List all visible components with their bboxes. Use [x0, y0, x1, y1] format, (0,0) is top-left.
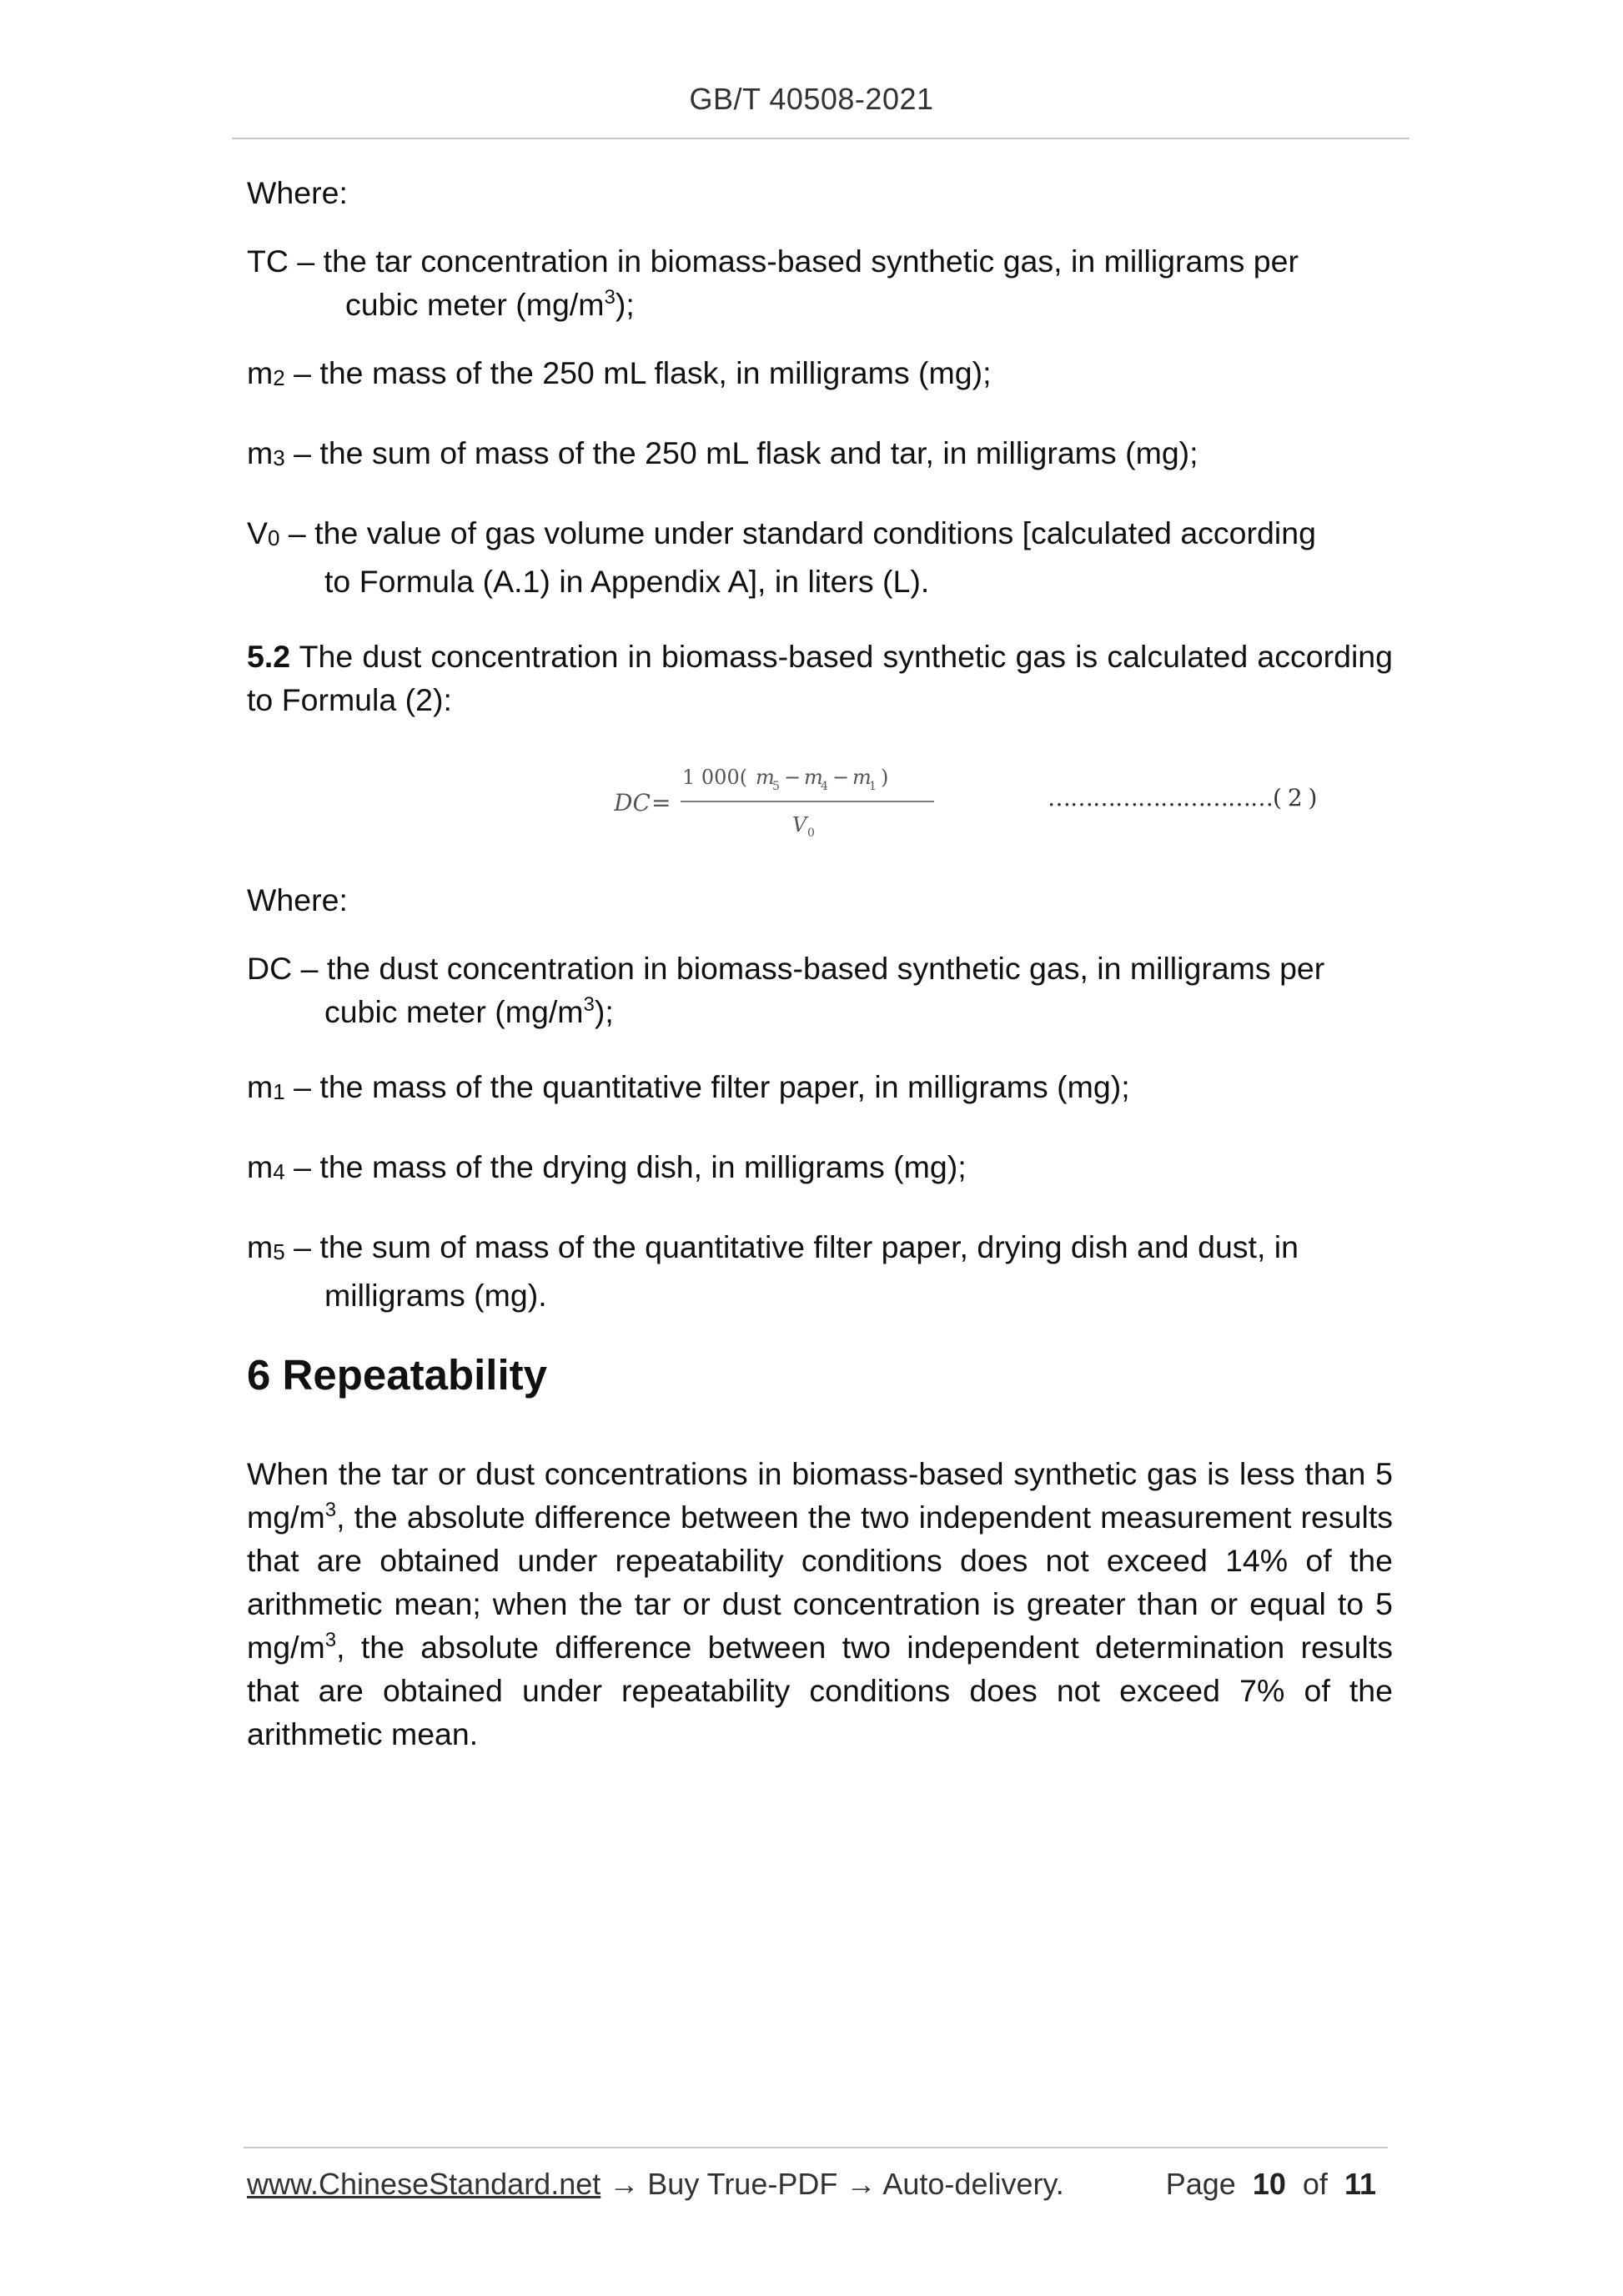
symbol: m [247, 355, 274, 390]
definition-continuation: to Formula (A.1) in Appendix A], in liters (L). [324, 564, 930, 599]
formula-lhs: DC [614, 789, 651, 816]
formula-denominator: V [792, 813, 807, 837]
auto-delivery-text: Auto-delivery. [882, 2167, 1064, 2201]
formula-denominator-sub: 0 [807, 826, 815, 840]
page-label: Page [1165, 2167, 1236, 2201]
definition-dc-unit [247, 990, 1393, 1033]
formula-m5-sub: 5 [772, 780, 780, 793]
document-body [247, 171, 1393, 1756]
definition-text: – the sum of mass of the 250 mL flask and tar, in milligrams (mg); [284, 435, 1198, 470]
where-label-1: Where: [247, 175, 348, 210]
definition-text: – the mass of the quantitative filter paper, in milligrams (mg); [284, 1069, 1130, 1104]
unit-text: cubic meter (mg/m [345, 287, 605, 322]
footer-promo [247, 2167, 1064, 2202]
formula-minus-2: − [832, 766, 850, 789]
definition-dc [247, 947, 1393, 1033]
definition-tc [247, 239, 1393, 326]
symbol: m [247, 435, 274, 470]
definition-continuation: milligrams (mg). [324, 1278, 547, 1313]
symbol: m [247, 1069, 274, 1104]
formula-m4-sub: 4 [821, 780, 828, 793]
definition-v0 [247, 511, 1393, 603]
formula-m1-sub: 1 [869, 780, 877, 793]
page-header-title: GB/T 40508-2021 [689, 82, 934, 116]
definition-m3 [247, 431, 1393, 480]
definition-text: – the value of gas volume under standard conditions [calculated according [279, 515, 1316, 550]
unit-close: ); [594, 994, 614, 1029]
unit-close: ); [615, 287, 635, 322]
section-6-title: 6 Repeatability [247, 1351, 547, 1399]
formula-m4: m [804, 766, 823, 789]
of-label: of [1302, 2167, 1328, 2201]
total-page-number: 11 [1344, 2167, 1376, 2201]
symbol-subscript: 3 [273, 445, 285, 470]
definition-text: – the sum of mass of the quantitative filter paper, drying dish and dust, in [284, 1229, 1299, 1264]
formula-minus-1: − [784, 766, 801, 789]
footer-divider [244, 2147, 1388, 2148]
symbol-subscript: 4 [273, 1159, 285, 1184]
formula-2 [247, 748, 1393, 847]
symbol-subscript: 1 [273, 1079, 285, 1104]
symbol-subscript: 2 [273, 365, 285, 390]
header-divider [232, 138, 1409, 139]
unit-superscript: 3 [604, 286, 616, 309]
formula-tag: ( 2 ) [1273, 784, 1317, 811]
buy-pdf-text: Buy True-PDF [647, 2167, 838, 2201]
symbol: m [247, 1149, 274, 1184]
website-link[interactable]: www.ChineseStandard.net [247, 2167, 601, 2201]
formula-numerator-coef: 1 000( [682, 766, 748, 789]
symbol: m [247, 1229, 274, 1264]
clause-number: 5.2 [247, 639, 291, 674]
formula-m5: m [756, 766, 775, 789]
formula-leader-dots: ………………………… [1048, 784, 1273, 811]
current-page-number: 10 [1252, 2167, 1286, 2201]
unit-text: cubic meter (mg/m [324, 994, 584, 1029]
definition-m2 [247, 351, 1393, 399]
symbol: V [247, 515, 269, 550]
arrow-right-icon: → [609, 2167, 640, 2201]
page-indicator [1166, 2167, 1376, 2202]
symbol-subscript: 5 [273, 1239, 285, 1264]
formula-close-paren: ) [881, 766, 889, 789]
clause-text: The dust concentration in biomass-based synthetic gas is calculated according to Formula (2): [247, 639, 1393, 717]
definition-m4 [247, 1145, 1393, 1193]
formula-2-expression [614, 748, 981, 847]
unit-superscript-1: 3 [324, 1499, 337, 1521]
definition-tc-text: TC – the tar concentration in biomass-based synthetic gas, in milligrams per [247, 244, 1299, 279]
repeatability-text-2: , the absolute difference between the two independent measurement results that are obtained under repeatability conditions does not exceed 14% of the arithmetic mean; when the tar or dust concentration is greater than or equal to 5 mg/m [247, 1500, 1393, 1665]
repeatability-paragraph [247, 1452, 1393, 1756]
unit-superscript-2: 3 [324, 1629, 337, 1651]
definition-tc-unit [247, 283, 1393, 326]
definition-m1 [247, 1065, 1393, 1113]
definition-text: – the mass of the 250 mL flask, in milligrams (mg); [284, 355, 992, 390]
formula-2-number [1048, 776, 1316, 820]
definition-m5 [247, 1225, 1393, 1317]
repeatability-text-3: , the absolute difference between two independent determination results that are obtained under repeatability conditions does not exceed 7% of the arithmetic mean. [247, 1630, 1393, 1751]
formula-equals: = [651, 789, 671, 816]
arrow-right-icon: → [846, 2167, 877, 2201]
where-label-2: Where: [247, 882, 348, 917]
symbol-subscript: 0 [268, 525, 280, 550]
definition-dc-text: DC – the dust concentration in biomass-based synthetic gas, in milligrams per [247, 951, 1325, 986]
repeatability-text-1: When the tar or dust concentrations in biomass-based synthetic gas is less than 5 mg/m [247, 1456, 1393, 1535]
definition-text: – the mass of the drying dish, in milligrams (mg); [284, 1149, 967, 1184]
formula-m1: m [852, 766, 872, 789]
clause-5-2 [247, 635, 1393, 721]
unit-superscript: 3 [583, 993, 595, 1016]
